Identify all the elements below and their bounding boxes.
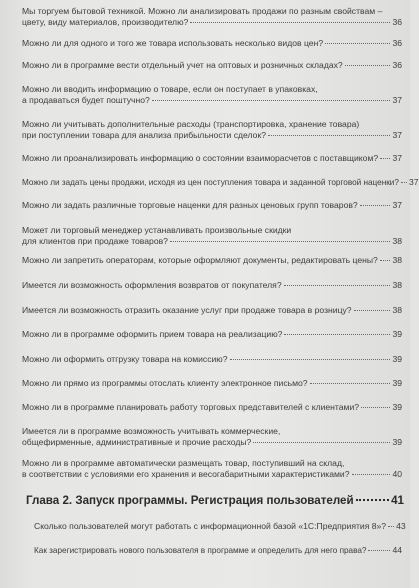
toc-entry [22,402,402,413]
leader-dots [352,474,391,475]
leader-dots [388,526,394,527]
toc-entry [22,280,402,291]
page-number: 37 [392,129,402,140]
leader-dots [230,359,391,360]
page-number: 37 [392,153,402,163]
toc-entry [22,38,402,49]
toc-entry-line: Можно ли прямо из программы отослать клиенту электронное письмо? [22,378,308,388]
leader-dots [253,442,390,443]
page-number: 38 [392,235,402,246]
page-number: 36 [392,16,402,27]
toc-entry-line: Можно ли для одного и того же товара использовать несколько видов цен? [22,38,324,48]
leader-dots [170,241,390,242]
page-number: 38 [392,305,402,315]
toc-entry-line: Можно ли задать различные торговые наценки для разных ценовых групп товаров? [22,200,358,210]
toc-entry [22,153,402,164]
toc-entry-line: Мы торгуем бытовой техникой. Можно ли анализировать продажи по разным свойствам – [22,6,383,16]
page-number: 39 [392,354,402,364]
toc-entry-line: Сколько пользователей могут работать с информационной базой «1С:Предприятия 8»? [34,521,387,531]
toc-entry [22,225,402,246]
toc-entry [22,6,402,27]
page-number: 38 [392,280,402,290]
toc-entry-line: общефирменные, административные и прочие расходы? [22,436,252,447]
leader-dots [401,182,407,183]
toc-entry [22,200,402,211]
leader-dots [284,285,391,286]
page-number: 37 [392,94,402,105]
toc-entry [22,84,402,105]
toc-entry [22,458,402,479]
leader-dots [325,43,390,44]
leader-dots [152,100,391,101]
toc-entry-line: Можно ли запретить операторам, которые оформляют документы, редактировать цены? [22,255,378,265]
leader-dots [368,550,390,551]
toc-entry-line: Можно ли в программе автоматически размещать товар, поступивший на склад, [22,458,345,468]
toc-entry [22,255,402,266]
toc-entry-line: цвету, виду материалов, производителю? [22,16,189,27]
toc-entry-line: Можно ли в программе вести отдельный учет на оптовых и розничных складах? [22,60,343,70]
leader-dots [345,65,391,66]
leader-dots [268,135,390,136]
toc-entry [22,60,402,71]
page-number: 39 [392,436,402,447]
page-number: 36 [392,60,402,70]
toc-entry-line: Можно ли оформить отгрузку товара на комиссию? [22,354,228,364]
leader-dots [380,260,391,261]
toc-entry-line: Можно ли в программе планировать работу торговых представителей с клиентами? [22,402,360,412]
leader-dots [361,407,390,408]
page-number: 39 [392,402,402,412]
leader-dots [360,205,391,206]
toc-entry-line: в соответствии с условиями его хранения и весогабаритными характеристиками? [22,468,350,479]
toc-entry [22,426,402,447]
toc-entry-line: при поступлении товара для анализа прибыльности сделок? [22,129,266,140]
toc-entry [34,545,402,557]
page-number: 37 [392,200,402,210]
toc-entry-line: Можно ли задать цены продажи, исходя из цен поступления товара и заданной торговой наценки? [22,178,399,187]
leader-dots [190,22,390,23]
toc-entry [22,329,402,340]
toc-entry-line: Имеется ли в программе возможность учитывать коммерческие, [22,426,281,436]
leader-dots [354,310,391,311]
page-number: 39 [392,378,402,388]
page-number: 36 [392,38,402,48]
toc-entry-line: Имеется ли возможность отразить оказание услуг при продаже товара в розницу? [22,305,352,315]
chapter-title: Глава 2. Запуск программы. Регистрация пользователей [26,494,354,507]
toc-entry-line: для клиентов при продаже товаров? [22,235,168,246]
page-number: 44 [392,545,402,555]
toc-entry [22,177,419,189]
toc-entry-line: Можно ли в программе оформить прием товара на реализацию? [22,329,283,339]
toc-entry-line: Можно ли вводить информацию о товаре, если он поступает в упаковках, [22,84,318,94]
toc-entry [34,521,406,532]
leader-dots [380,158,390,159]
toc-entry-line: Можно ли проанализировать информацию о состоянии взаиморасчетов с поставщиком? [22,153,379,163]
page-number: 40 [392,468,402,479]
toc-entry [22,378,402,389]
page-number: 43 [396,521,406,531]
toc-entry-line: Может ли торговый менеджер устанавливать произвольные скидки [22,225,292,235]
toc-entry [22,119,402,140]
toc-entry-line: а продаваться будет поштучно? [22,94,150,105]
toc-entry-line: Имеется ли возможность оформления возвратов от покупателя? [22,280,282,290]
leader-dots [356,499,389,501]
chapter-heading [26,494,404,507]
leader-dots [284,334,390,335]
page-number: 38 [392,255,402,265]
toc-entry [22,305,402,316]
page-number: 37 [408,177,419,187]
toc-entry-line: Как зарегистрировать нового пользователя в программе и определить для него права? [34,546,367,555]
toc-entry [22,354,402,365]
toc-entry-line: Можно ли учитывать дополнительные расходы (транспортировка, хранение товара) [22,119,360,129]
page-number: 41 [391,494,404,507]
leader-dots [310,383,391,384]
page-number: 39 [392,329,402,339]
